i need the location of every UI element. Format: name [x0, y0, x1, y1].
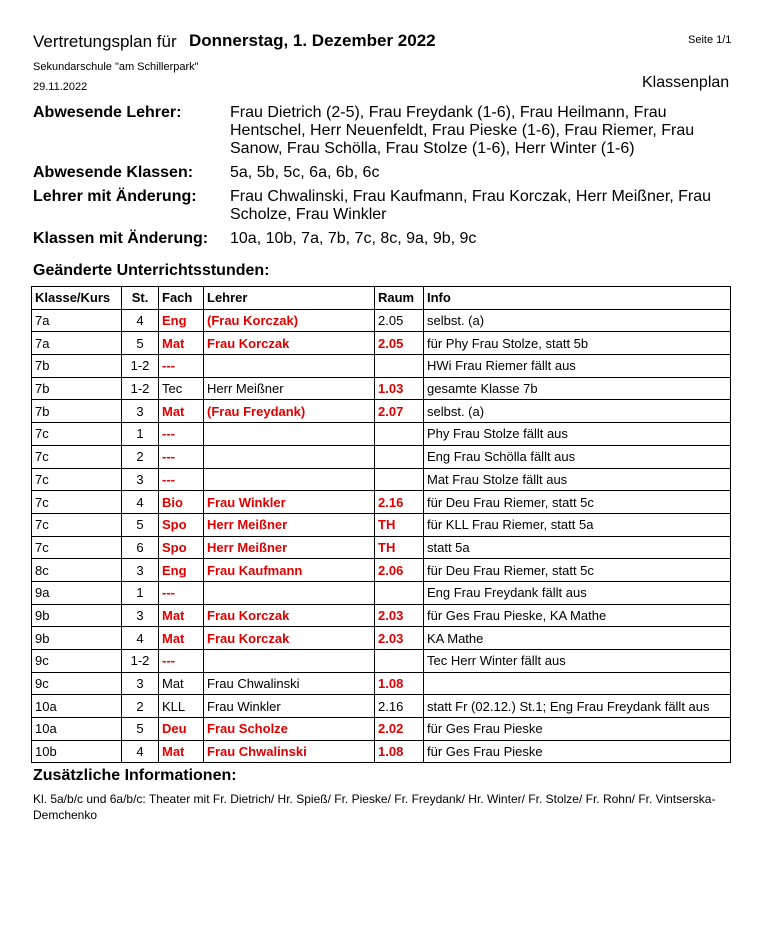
- cell-stunde: 6: [122, 536, 159, 559]
- absent-teachers-label: Abwesende Lehrer:: [33, 104, 182, 121]
- cell-klasse: 7c: [32, 423, 122, 446]
- cell-info: Phy Frau Stolze fällt aus: [424, 423, 731, 446]
- cell-fach: Mat: [159, 332, 204, 355]
- cell-raum: 2.02: [375, 718, 424, 741]
- cell-stunde: 5: [122, 718, 159, 741]
- table-row: [32, 445, 731, 468]
- table-row: [32, 513, 731, 536]
- cell-info: Tec Herr Winter fällt aus: [424, 650, 731, 673]
- cell-stunde: 2: [122, 695, 159, 718]
- cell-klasse: 7a: [32, 332, 122, 355]
- cell-fach: ---: [159, 650, 204, 673]
- cell-info: HWi Frau Riemer fällt aus: [424, 355, 731, 378]
- cell-fach: ---: [159, 445, 204, 468]
- cell-raum: [375, 445, 424, 468]
- cell-klasse: 7b: [32, 355, 122, 378]
- cell-lehrer: [204, 468, 375, 491]
- absent-teachers-row: [33, 104, 733, 158]
- table-row: [32, 377, 731, 400]
- cell-stunde: 3: [122, 400, 159, 423]
- absent-classes-value: 5a, 5b, 5c, 6a, 6b, 6c: [230, 164, 380, 181]
- cell-raum: 2.03: [375, 627, 424, 650]
- cell-raum: TH: [375, 536, 424, 559]
- cell-stunde: 1-2: [122, 355, 159, 378]
- cell-fach: ---: [159, 423, 204, 446]
- cell-klasse: 7c: [32, 468, 122, 491]
- cell-lehrer: Frau Korczak: [204, 604, 375, 627]
- cell-info: für Phy Frau Stolze, statt 5b: [424, 332, 731, 355]
- cell-stunde: 4: [122, 309, 159, 332]
- col-header-fach: Fach: [159, 287, 204, 310]
- table-row: [32, 672, 731, 695]
- cell-klasse: 10a: [32, 695, 122, 718]
- absent-teachers-value: Frau Dietrich (2-5), Frau Freydank (1-6), Frau Heilmann, Frau Hentschel, Herr Neuenfeldt, Frau Pieske (1-6), Frau Riemer, Frau Sanow, Frau Schölla, Frau Stolze (1-6), Herr Winter (1-6): [230, 104, 695, 157]
- absent-classes-label: Abwesende Klassen:: [33, 164, 194, 181]
- cell-stunde: 1: [122, 423, 159, 446]
- cell-stunde: 5: [122, 513, 159, 536]
- changed-classes-value: 10a, 10b, 7a, 7b, 7c, 8c, 9a, 9b, 9c: [230, 230, 477, 247]
- cell-raum: 1.03: [375, 377, 424, 400]
- school-name: Sekundarschule "am Schillerpark": [33, 61, 199, 73]
- cell-klasse: 7c: [32, 536, 122, 559]
- cell-fach: Mat: [159, 672, 204, 695]
- cell-raum: [375, 355, 424, 378]
- cell-lehrer: Frau Kaufmann: [204, 559, 375, 582]
- table-row: [32, 491, 731, 514]
- cell-klasse: 7c: [32, 491, 122, 514]
- cell-info: [424, 672, 731, 695]
- cell-lehrer: Frau Korczak: [204, 627, 375, 650]
- cell-stunde: 1-2: [122, 650, 159, 673]
- changed-teachers-label: Lehrer mit Änderung:: [33, 188, 197, 205]
- cell-fach: KLL: [159, 695, 204, 718]
- col-header-info: Info: [424, 287, 731, 310]
- cell-lehrer: [204, 581, 375, 604]
- cell-info: für Ges Frau Pieske, KA Mathe: [424, 604, 731, 627]
- changed-teachers-value: Frau Chwalinski, Frau Kaufmann, Frau Korczak, Herr Meißner, Frau Scholze, Frau Winkler: [230, 188, 712, 223]
- lessons-title: Geänderte Unterrichtsstunden:: [33, 262, 270, 279]
- cell-raum: 1.08: [375, 672, 424, 695]
- cell-info: Mat Frau Stolze fällt aus: [424, 468, 731, 491]
- cell-fach: Spo: [159, 536, 204, 559]
- cell-info: Eng Frau Schölla fällt aus: [424, 445, 731, 468]
- cell-raum: 1.08: [375, 740, 424, 763]
- cell-stunde: 3: [122, 468, 159, 491]
- cell-fach: Tec: [159, 377, 204, 400]
- cell-stunde: 1-2: [122, 377, 159, 400]
- cell-fach: Mat: [159, 627, 204, 650]
- cell-klasse: 7b: [32, 400, 122, 423]
- table-row: [32, 355, 731, 378]
- cell-raum: 2.03: [375, 604, 424, 627]
- cell-klasse: 10b: [32, 740, 122, 763]
- cell-fach: Mat: [159, 604, 204, 627]
- table-row: [32, 468, 731, 491]
- cell-raum: [375, 650, 424, 673]
- table-header-row: [32, 287, 731, 310]
- cell-info: für KLL Frau Riemer, statt 5a: [424, 513, 731, 536]
- cell-raum: 2.05: [375, 309, 424, 332]
- cell-stunde: 3: [122, 559, 159, 582]
- cell-lehrer: Frau Winkler: [204, 695, 375, 718]
- cell-stunde: 4: [122, 740, 159, 763]
- cell-klasse: 7a: [32, 309, 122, 332]
- cell-info: KA Mathe: [424, 627, 731, 650]
- extra-info-text: Kl. 5a/b/c und 6a/b/c: Theater mit Fr. Dietrich/ Hr. Spieß/ Fr. Pieske/ Fr. Freydank/ Hr. Winter/ Fr. Stolze/ Fr. Rohn/ Fr. Vintserska-Demchenko: [33, 792, 716, 822]
- substitution-table: [31, 286, 731, 763]
- cell-stunde: 2: [122, 445, 159, 468]
- cell-info: statt Fr (02.12.) St.1; Eng Frau Freydank fällt aus: [424, 695, 731, 718]
- cell-klasse: 9c: [32, 672, 122, 695]
- summary-block: [33, 104, 733, 254]
- table-row: [32, 650, 731, 673]
- cell-lehrer: Frau Scholze: [204, 718, 375, 741]
- table-row: [32, 581, 731, 604]
- cell-fach: Bio: [159, 491, 204, 514]
- cell-lehrer: (Frau Freydank): [204, 400, 375, 423]
- cell-raum: [375, 468, 424, 491]
- col-header-raum: Raum: [375, 287, 424, 310]
- changed-teachers-row: [33, 188, 733, 224]
- cell-raum: 2.05: [375, 332, 424, 355]
- cell-lehrer: Frau Winkler: [204, 491, 375, 514]
- cell-stunde: 4: [122, 627, 159, 650]
- page-indicator: Seite 1/1: [688, 34, 732, 46]
- cell-lehrer: [204, 445, 375, 468]
- cell-stunde: 1: [122, 581, 159, 604]
- cell-info: für Ges Frau Pieske: [424, 740, 731, 763]
- cell-klasse: 7c: [32, 513, 122, 536]
- cell-raum: [375, 581, 424, 604]
- cell-info: für Ges Frau Pieske: [424, 718, 731, 741]
- plan-type: Klassenplan: [642, 74, 730, 91]
- cell-lehrer: [204, 423, 375, 446]
- table-row: [32, 740, 731, 763]
- cell-klasse: 9c: [32, 650, 122, 673]
- cell-raum: 2.06: [375, 559, 424, 582]
- cell-stunde: 3: [122, 604, 159, 627]
- col-header-lehrer: Lehrer: [204, 287, 375, 310]
- extra-info-title: Zusätzliche Informationen:: [33, 767, 237, 784]
- cell-info: selbst. (a): [424, 400, 731, 423]
- cell-fach: Mat: [159, 400, 204, 423]
- cell-lehrer: [204, 355, 375, 378]
- cell-fach: ---: [159, 581, 204, 604]
- cell-lehrer: (Frau Korczak): [204, 309, 375, 332]
- cell-raum: 2.07: [375, 400, 424, 423]
- table-row: [32, 332, 731, 355]
- cell-klasse: 9b: [32, 604, 122, 627]
- table-row: [32, 536, 731, 559]
- cell-raum: TH: [375, 513, 424, 536]
- cell-raum: [375, 423, 424, 446]
- cell-info: statt 5a: [424, 536, 731, 559]
- table-row: [32, 559, 731, 582]
- table-row: [32, 423, 731, 446]
- col-header-klasse: Klasse/Kurs: [32, 287, 122, 310]
- cell-lehrer: Frau Chwalinski: [204, 740, 375, 763]
- cell-lehrer: Herr Meißner: [204, 536, 375, 559]
- cell-lehrer: Herr Meißner: [204, 513, 375, 536]
- cell-stunde: 4: [122, 491, 159, 514]
- cell-info: selbst. (a): [424, 309, 731, 332]
- cell-fach: Deu: [159, 718, 204, 741]
- table-row: [32, 309, 731, 332]
- absent-classes-row: [33, 164, 733, 182]
- cell-fach: Mat: [159, 740, 204, 763]
- cell-fach: ---: [159, 355, 204, 378]
- changed-classes-label: Klassen mit Änderung:: [33, 230, 209, 247]
- table-row: [32, 718, 731, 741]
- cell-fach: Eng: [159, 559, 204, 582]
- cell-lehrer: [204, 650, 375, 673]
- cell-stunde: 3: [122, 672, 159, 695]
- cell-lehrer: Herr Meißner: [204, 377, 375, 400]
- cell-lehrer: Frau Chwalinski: [204, 672, 375, 695]
- cell-info: für Deu Frau Riemer, statt 5c: [424, 559, 731, 582]
- cell-fach: ---: [159, 468, 204, 491]
- cell-raum: 2.16: [375, 491, 424, 514]
- table-row: [32, 604, 731, 627]
- cell-stunde: 5: [122, 332, 159, 355]
- table-row: [32, 695, 731, 718]
- table-row: [32, 627, 731, 650]
- cell-fach: Eng: [159, 309, 204, 332]
- cell-klasse: 7b: [32, 377, 122, 400]
- plan-date: Donnerstag, 1. Dezember 2022: [189, 31, 436, 50]
- cell-info: gesamte Klasse 7b: [424, 377, 731, 400]
- cell-klasse: 8c: [32, 559, 122, 582]
- cell-klasse: 7c: [32, 445, 122, 468]
- cell-lehrer: Frau Korczak: [204, 332, 375, 355]
- cell-klasse: 9a: [32, 581, 122, 604]
- cell-info: für Deu Frau Riemer, statt 5c: [424, 491, 731, 514]
- cell-klasse: 9b: [32, 627, 122, 650]
- cell-klasse: 10a: [32, 718, 122, 741]
- cell-raum: 2.16: [375, 695, 424, 718]
- cell-fach: Spo: [159, 513, 204, 536]
- cell-info: Eng Frau Freydank fällt aus: [424, 581, 731, 604]
- changed-classes-row: [33, 230, 733, 248]
- table-row: [32, 400, 731, 423]
- print-date: 29.11.2022: [33, 81, 88, 93]
- header-label: Vertretungsplan für: [33, 32, 177, 51]
- col-header-stunde: St.: [122, 287, 159, 310]
